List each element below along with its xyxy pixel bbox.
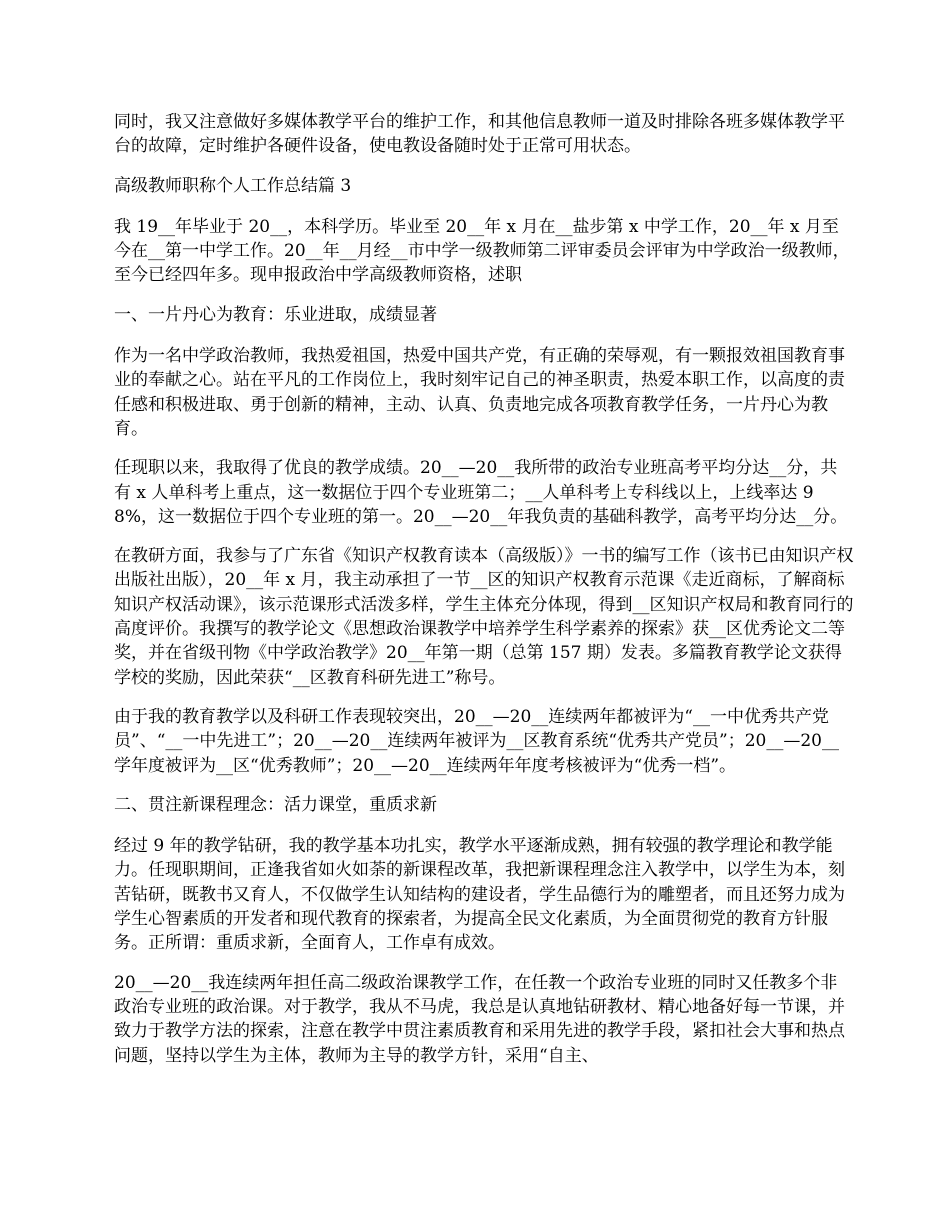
paragraph: 由于我的教育教学以及科研工作表现较突出，20__—20__连续两年都被评为“__一中优秀共产党员”、“__一中先进工”；20__—20__连续两年被评为__区教育系统“优秀共产党员”；20__—20__学年度被评为__区“优秀教师”；20__—20__连续两年年度考核被评为“优秀一档”。 — [114, 706, 839, 776]
paragraph: 我 19__年毕业于 20__，本科学历。毕业至 20__年 x 月在__盐步第 x 中学工作，20__年 x 月至今在__第一中学工作。20__年__月经__市中学一级教师第二评审委员会评审为中学政治一级教师，至今已经四年多。现申报政治中学高级教师资格，述职 — [114, 216, 850, 286]
paragraph: 作为一名中学政治教师，我热爱祖国，热爱中国共产党，有正确的荣辱观，有一颗报效祖国教育事业的奉献之心。站在平凡的工作岗位上，我时刻牢记自己的神圣职责，热爱本职工作，以高度的责任感和积极进取、勇于创新的精神，主动、认真、负责地完成各项教育教学任务，一片丹心为教育。 — [114, 346, 845, 439]
paragraph: 任现职以来，我取得了优良的教学成绩。20__—20__我所带的政治专业班高考平均分达__分，共有 x 人单科考上重点，这一数据位于四个专业班第二；__人单科考上专科线以上，上线率达 98%，这一数据位于四个专业班的第一。20__—20__年我负责的基础科教学，高考平均分达__分。 — [114, 458, 848, 527]
section-heading: 一、一片丹心为教育：乐业进取，成绩显著 — [114, 304, 437, 325]
paragraph: 经过 9 年的教学钻研，我的教学基本功扎实，教学水平逐渐成熟，拥有较强的教学理论和教学能力。任现职期间，正逢我省如火如荼的新课程改革，我把新课程理念注入教学中，以学生为本，刻苦钻研，既教书又育人，不仅做学生认知结构的建设者，学生品德行为的雕塑者，而且还努力成为学生心智素质的开发者和现代教育的探索者，为提高全民文化素质，为全面贯彻党的教育方针服务。正所谓：重质求新，全面育人，工作卓有成效。 — [114, 836, 845, 954]
section-title: 高级教师职称个人工作总结篇 3 — [114, 175, 352, 196]
paragraph: 同时，我又注意做好多媒体教学平台的维护工作，和其他信息教师一道及时排除各班多媒体教学平台的故障，定时维护各硬件设备，使电教设备随时处于正常可用状态。 — [114, 112, 845, 157]
paragraph: 20__—20__我连续两年担任高二级政治课教学工作，在任教一个政治专业班的同时又任教多个非政治专业班的政治课。对于教学，我从不马虎，我总是认真地钻研教材、精心地备好每一节课，并致力于教学方法的探索，注意在教学中贯注素质教育和采用先进的教学手段，紧扣社会大事和热点问题，坚持以学生为主体，教师为主导的教学方针，采用“自主、 — [114, 972, 845, 1066]
document-page — [114, 110, 854, 1083]
section-heading: 二、贯注新课程理念：活力课堂，重质求新 — [114, 794, 437, 815]
paragraph: 在教研方面，我参与了广东省《知识产权教育读本（高级版）》一书的编写工作（该书已由知识产权出版社出版），20__年 x 月，我主动承担了一节__区的知识产权教育示范课《走近商标，了解商标知识产权活动课》，该示范课形式活泼多样，学生主体充分体现，得到__区知识产权局和教育同行的高度评价。我撰写的教学论文《思想政治课教学中培养学生科学素养的探索》获__区优秀论文二等奖，并在省级刊物《中学政治教学》20__年第一期（总第 157 期）发表。多篇教育教学论文获得学校的奖励，因此荣获“__区教育科研先进工”称号。 — [114, 546, 854, 688]
